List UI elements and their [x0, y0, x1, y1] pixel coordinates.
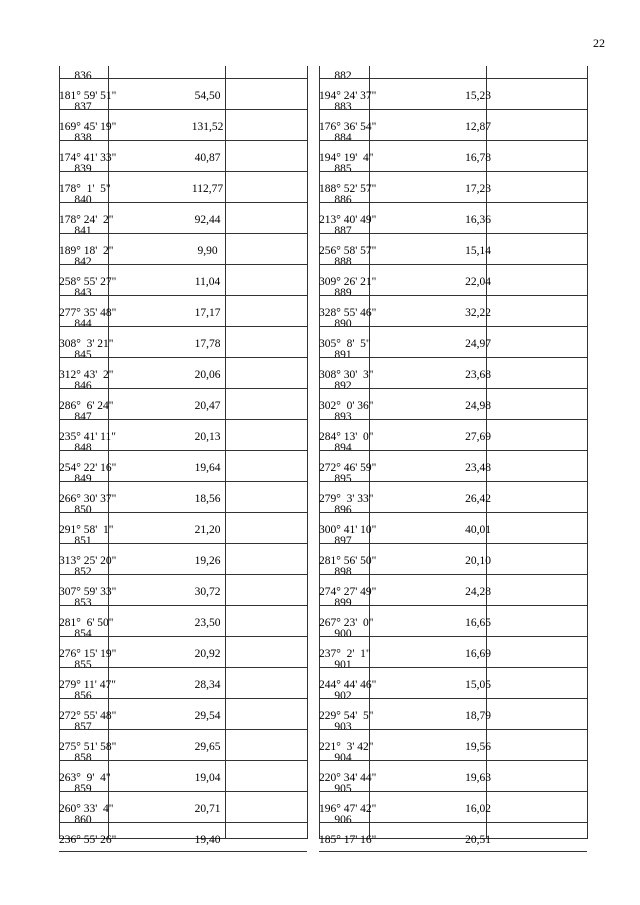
point-number: 858	[74, 752, 92, 764]
point-number: 905	[334, 783, 352, 795]
point-number: 886	[334, 194, 352, 206]
distance: 15,14	[465, 245, 491, 257]
bearing-angle: 308° 30' 3"	[319, 369, 374, 381]
bearing-angle: 291° 58' 1"	[59, 524, 114, 536]
bearing-angle: 267° 23' 0"	[319, 617, 374, 629]
point-number: 896	[334, 504, 352, 516]
distance: 24,28	[465, 586, 491, 598]
distance: 112,77	[191, 183, 224, 195]
point-number: 851	[74, 535, 92, 547]
point-number: 882	[334, 70, 352, 82]
bearing-angle: 229° 54' 5"	[319, 710, 374, 722]
point-number: 888	[334, 256, 352, 268]
distance: 17,78	[194, 338, 221, 350]
bearing-angle: 189° 18' 2"	[59, 245, 114, 257]
distance: 20,06	[194, 369, 221, 381]
bearing-angle: 272° 46' 59"	[319, 462, 377, 474]
bearing-angle: 213° 40' 49"	[319, 214, 377, 226]
distance: 16,65	[465, 617, 491, 629]
bearing-angle: 237° 2' 1"	[319, 648, 371, 660]
bearing-angle: 263° 9' 4"	[59, 772, 111, 784]
distance: 20,10	[465, 555, 491, 567]
bearing-angle: 258° 55' 27"	[59, 276, 117, 288]
bearing-angle: 188° 52' 57"	[319, 183, 377, 195]
bearing-angle: 194° 24' 37"	[319, 90, 377, 102]
bearing-angle: 307° 59' 33"	[59, 586, 117, 598]
distance: 20,51	[465, 834, 491, 846]
bearing-angle: 305° 8' 5"	[319, 338, 371, 350]
bearing-angle: 221° 3' 42"	[319, 741, 374, 753]
distance: 19,26	[194, 555, 221, 567]
distance: 16,02	[465, 803, 491, 815]
distance: 15,23	[465, 90, 491, 102]
point-number: 891	[334, 349, 352, 361]
bearing-angle: 169° 45' 19"	[59, 121, 117, 133]
distance: 23,50	[194, 617, 221, 629]
distance: 16,78	[465, 152, 491, 164]
point-number: 895	[334, 473, 352, 485]
point-number: 885	[334, 163, 352, 175]
point-number: 839	[74, 163, 92, 175]
distance: 15,05	[465, 679, 491, 691]
point-number: 846	[74, 380, 92, 392]
distance: 29,54	[194, 710, 221, 722]
point-number: 841	[74, 225, 92, 237]
bearing-angle: 194° 19' 4"	[319, 152, 374, 164]
distance: 28,34	[194, 679, 221, 691]
bearing-angle: 313° 25' 20"	[59, 555, 117, 567]
bearing-angle: 302° 0' 36"	[319, 400, 374, 412]
bearing-angle: 220° 34' 44"	[319, 772, 377, 784]
distance: 32,22	[465, 307, 491, 319]
point-number: 889	[334, 287, 352, 299]
bearing-angle: 286° 6' 24"	[59, 400, 114, 412]
bearing-angle: 274° 27' 49"	[319, 586, 377, 598]
distance: 20,71	[194, 803, 221, 815]
point-number: 855	[74, 659, 92, 671]
distance: 27,69	[465, 431, 491, 443]
bearing-angle: 256° 58' 57"	[319, 245, 377, 257]
point-number: 852	[74, 566, 92, 578]
coordinates-table-right	[319, 66, 588, 846]
distance: 9,90	[197, 245, 218, 257]
point-number: 890	[334, 318, 352, 330]
bearing-angle: 279° 11' 47"	[59, 679, 116, 691]
point-number: 900	[334, 628, 352, 640]
distance: 19,40	[194, 834, 221, 846]
bearing-angle: 277° 35' 48"	[59, 307, 117, 319]
point-number: 845	[74, 349, 92, 361]
bearing-angle: 275° 51' 58"	[59, 741, 117, 753]
distance: 19,64	[194, 462, 221, 474]
point-number: 843	[74, 287, 92, 299]
distance: 23,68	[465, 369, 491, 381]
distance: 92,44	[194, 214, 221, 226]
bearing-angle: 244° 44' 46"	[319, 679, 377, 691]
distance: 40,01	[465, 524, 491, 536]
point-number: 848	[74, 442, 92, 454]
bearing-angle: 276° 15' 19"	[59, 648, 117, 660]
bearing-angle: 178° 24' 2"	[59, 214, 114, 226]
distance: 54,50	[194, 90, 221, 102]
distance: 21,20	[194, 524, 221, 536]
distance: 20,13	[194, 431, 221, 443]
point-number: 902	[334, 690, 352, 702]
point-number: 842	[74, 256, 92, 268]
distance: 30,72	[194, 586, 221, 598]
bearing-angle: 309° 26' 21"	[319, 276, 377, 288]
point-number: 853	[74, 597, 92, 609]
point-number: 894	[334, 442, 352, 454]
point-number: 906	[334, 814, 352, 826]
bearing-angle: 281° 6' 50"	[59, 617, 114, 629]
bearing-angle: 272° 55' 48"	[59, 710, 117, 722]
distance: 24,97	[465, 338, 491, 350]
point-number: 857	[74, 721, 92, 733]
point-number: 893	[334, 411, 352, 423]
point-number: 892	[334, 380, 352, 392]
point-number: 838	[74, 132, 92, 144]
bearing-angle: 312° 43' 2"	[59, 369, 114, 381]
distance: 20,92	[194, 648, 221, 660]
point-number: 898	[334, 566, 352, 578]
distance: 11,04	[194, 276, 221, 288]
bearing-angle: 236° 55' 26"	[59, 834, 117, 846]
bearing-angle: 174° 41' 33"	[59, 152, 117, 164]
bearing-angle: 266° 30' 37"	[59, 493, 117, 505]
bearing-angle: 185° 17' 16"	[319, 834, 377, 846]
point-number: 850	[74, 504, 92, 516]
distance: 17,17	[194, 307, 221, 319]
bearing-angle: 308° 3' 21"	[59, 338, 114, 350]
distance: 20,47	[194, 400, 221, 412]
point-number: 899	[334, 597, 352, 609]
point-number: 836	[74, 70, 92, 82]
point-number: 854	[74, 628, 92, 640]
distance: 131,52	[191, 121, 224, 133]
point-number: 887	[334, 225, 352, 237]
point-number: 859	[74, 783, 92, 795]
bearing-angle: 254° 22' 16"	[59, 462, 117, 474]
point-number: 883	[334, 101, 352, 113]
bearing-angle: 279° 3' 33"	[319, 493, 374, 505]
coordinates-table-left	[59, 66, 308, 846]
point-number: 856	[74, 690, 92, 702]
bearing-angle: 178° 1' 5"	[59, 183, 111, 195]
bearing-angle: 181° 59' 51"	[59, 90, 117, 102]
bearing-angle: 176° 36' 54"	[319, 121, 377, 133]
bearing-angle: 196° 47' 42"	[319, 803, 377, 815]
distance: 19,63	[465, 772, 491, 784]
point-number: 884	[334, 132, 352, 144]
distance: 22,04	[465, 276, 491, 288]
bearing-angle: 300° 41' 10"	[319, 524, 377, 536]
point-number: 837	[74, 101, 92, 113]
distance: 18,56	[194, 493, 221, 505]
distance: 40,87	[194, 152, 221, 164]
point-number: 901	[334, 659, 352, 671]
point-number: 844	[74, 318, 92, 330]
distance: 12,87	[465, 121, 491, 133]
bearing-angle: 281° 56' 50"	[319, 555, 377, 567]
point-number: 849	[74, 473, 92, 485]
bearing-angle: 235° 41' 11"	[59, 431, 116, 443]
point-number: 840	[74, 194, 92, 206]
bearing-angle: 284° 13' 0"	[319, 431, 374, 443]
distance: 23,48	[465, 462, 491, 474]
distance: 16,36	[465, 214, 491, 226]
distance: 16,69	[465, 648, 491, 660]
bearing-angle: 260° 33' 4"	[59, 803, 114, 815]
distance: 29,65	[194, 741, 221, 753]
bearing-angle: 328° 55' 46"	[319, 307, 377, 319]
distance: 19,56	[465, 741, 491, 753]
distance: 17,23	[465, 183, 491, 195]
page-number: 22	[593, 36, 605, 50]
distance: 18,79	[465, 710, 491, 722]
distance: 26,42	[465, 493, 491, 505]
point-number: 847	[74, 411, 92, 423]
point-number: 903	[334, 721, 352, 733]
point-number: 904	[334, 752, 352, 764]
point-number: 897	[334, 535, 352, 547]
distance: 19,04	[194, 772, 221, 784]
point-number: 860	[74, 814, 92, 826]
distance: 24,98	[465, 400, 491, 412]
